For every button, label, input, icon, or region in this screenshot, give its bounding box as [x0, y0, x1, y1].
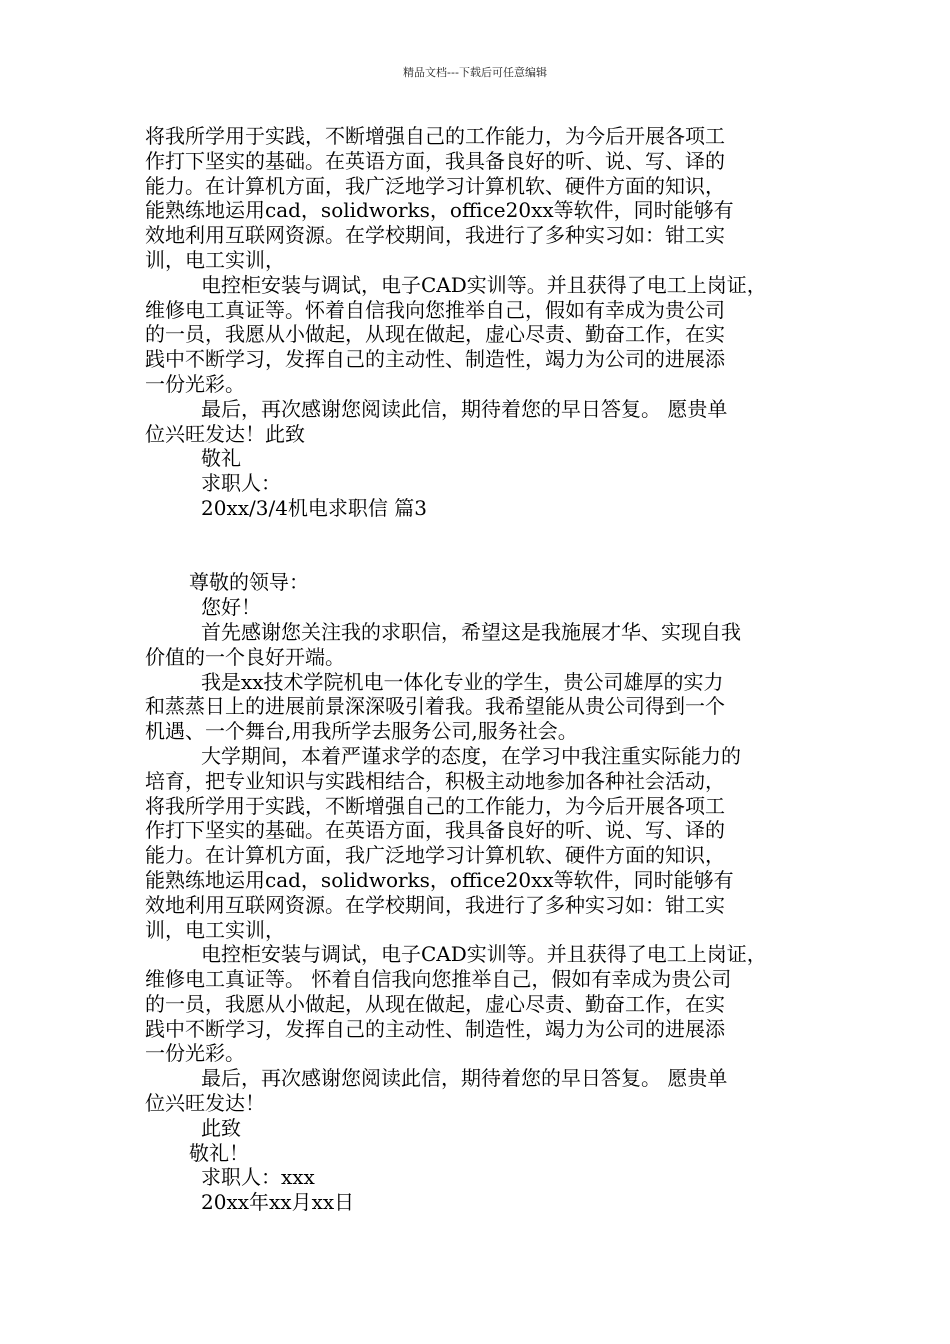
text-line: 尊敬的领导： [189, 570, 309, 595]
text-line: 大学期间，本着严谨求学的态度，在学习中我注重实际能力的 [201, 743, 741, 768]
text-line: 电控柜安装与调试，电子CAD实训等。并且获得了电工上岗证， [201, 942, 767, 967]
text-line: 电控柜安装与调试，电子CAD实训等。并且获得了电工上岗证， [201, 272, 767, 297]
text-line: 20xx年xx月xx日 [201, 1190, 355, 1215]
text-line: 的一员，我愿从小做起，从现在做起，虚心尽责、勤奋工作，在实 [145, 322, 725, 347]
text-line: 最后，再次感谢您阅读此信，期待着您的早日答复。 愿贵单 [201, 1066, 728, 1091]
text-line: 最后，再次感谢您阅读此信，期待着您的早日答复。 愿贵单 [201, 396, 728, 421]
text-line: 能熟练地运用cad，solidworks，office20xx等软件，同时能够有 [145, 198, 734, 223]
text-line: 求职人： [201, 471, 281, 496]
document-body [145, 124, 815, 1215]
text-line: 和蒸蒸日上的进展前景深深吸引着我。我希望能从贵公司得到一个 [145, 694, 725, 719]
text-line: 将我所学用于实践，不断增强自己的工作能力，为今后开展各项工 [145, 793, 725, 818]
text-line: 位兴旺发达！此致 [145, 421, 305, 446]
text-line: 培育，把专业知识与实践相结合，积极主动地参加各种社会活动， [145, 768, 725, 793]
text-line: 一份光彩。 [145, 1041, 245, 1066]
text-line: 位兴旺发达！ [145, 1091, 265, 1116]
text-line: 此致 [201, 1115, 241, 1140]
text-line: 维修电工真证等。 怀着自信我向您推举自己，假如有幸成为贵公司 [145, 967, 732, 992]
text-line: 能力。在计算机方面，我广泛地学习计算机软、硬件方面的知识， [145, 843, 725, 868]
text-line: 能熟练地运用cad，solidworks，office20xx等软件，同时能够有 [145, 867, 734, 892]
text-line: 一份光彩。 [145, 371, 245, 396]
text-line: 效地利用互联网资源。在学校期间，我进行了多种实习如：钳工实 [145, 892, 725, 917]
text-line: 首先感谢您关注我的求职信，希望这是我施展才华、实现自我 [201, 619, 741, 644]
text-line: 敬礼 [201, 446, 241, 471]
text-line: 作打下坚实的基础。在英语方面，我具备良好的听、说、写、译的 [145, 148, 725, 173]
text-line: 我是xx技术学院机电一体化专业的学生，贵公司雄厚的实力 [201, 669, 724, 694]
text-line: 践中不断学习，发挥自己的主动性、制造性，竭力为公司的进展添 [145, 347, 725, 372]
text-line: 将我所学用于实践，不断增强自己的工作能力，为今后开展各项工 [145, 124, 725, 148]
page-header: 精品文档---下载后可任意编辑 [403, 66, 547, 79]
text-line: 机遇、一个舞台,用我所学去服务公司,服务社会。 [145, 719, 578, 744]
text-line: 价值的一个良好开端。 [145, 644, 345, 669]
text-line: 训，电工实训， [145, 247, 285, 272]
text-line: 能力。在计算机方面，我广泛地学习计算机软、硬件方面的知识， [145, 173, 725, 198]
blank-line [145, 521, 815, 571]
text-line: 维修电工真证等。怀着自信我向您推举自己，假如有幸成为贵公司 [145, 297, 725, 322]
text-line: 训，电工实训， [145, 917, 285, 942]
text-line: 效地利用互联网资源。在学校期间，我进行了多种实习如：钳工实 [145, 223, 725, 248]
text-line: 求职人：xxx [201, 1165, 315, 1190]
text-line: 敬礼！ [189, 1140, 249, 1165]
text-line: 20xx/3/4机电求职信 篇3 [201, 495, 428, 520]
text-line: 作打下坚实的基础。在英语方面，我具备良好的听、说、写、译的 [145, 818, 725, 843]
text-line: 的一员，我愿从小做起，从现在做起，虚心尽责、勤奋工作，在实 [145, 991, 725, 1016]
text-line: 践中不断学习，发挥自己的主动性、制造性，竭力为公司的进展添 [145, 1016, 725, 1041]
text-line: 您好！ [201, 595, 261, 620]
